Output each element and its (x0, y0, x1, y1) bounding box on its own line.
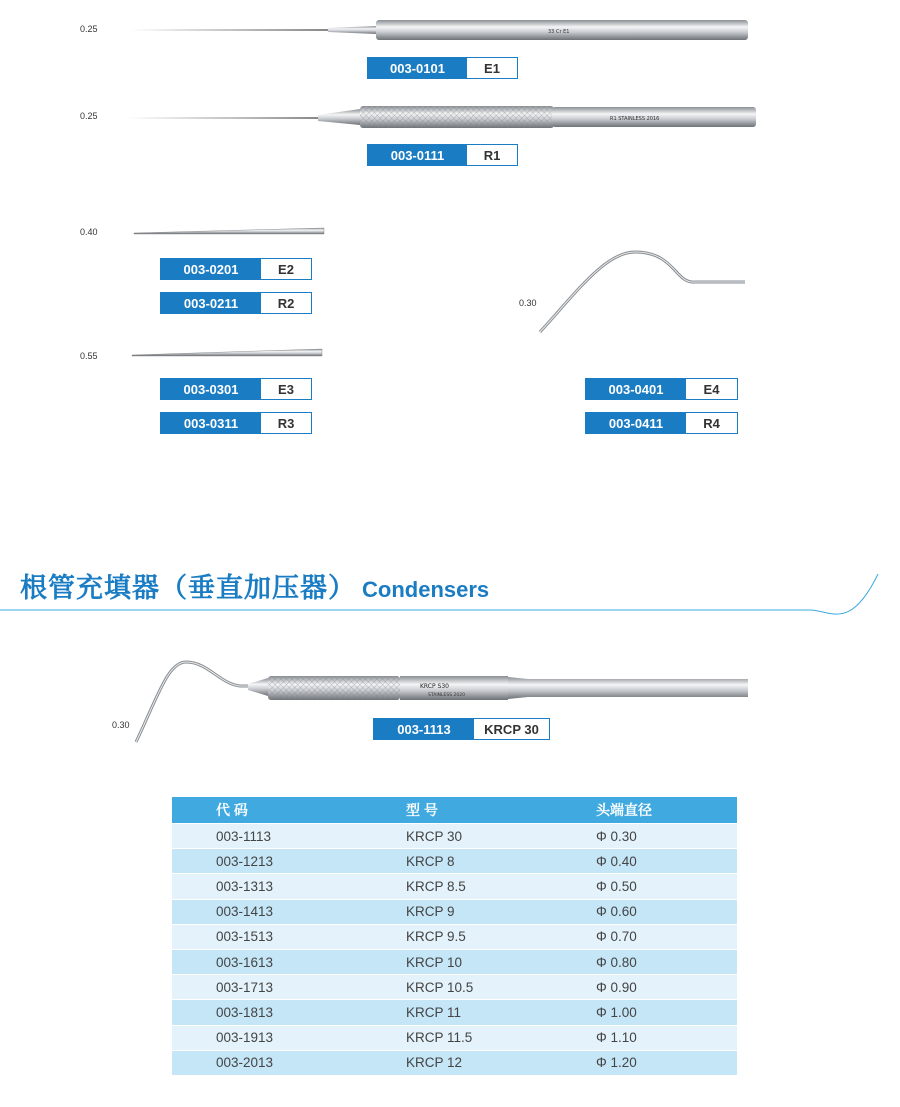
product-model: E3 (261, 379, 311, 399)
cell-model: KRCP 12 (406, 1050, 596, 1075)
column-header-code: 代 码 (172, 797, 406, 824)
condenser-spec-table (172, 797, 737, 1076)
svg-text:R1 STAINLESS 2016: R1 STAINLESS 2016 (610, 116, 660, 122)
svg-text:KRCP S30: KRCP S30 (420, 683, 449, 690)
explorer-e1-image (128, 14, 758, 44)
product-code: 003-0311 (161, 413, 261, 433)
product-code-tag (160, 412, 312, 434)
tip-diameter-label: 0.30 (519, 298, 537, 308)
product-model: E4 (686, 379, 737, 399)
product-code: 003-0401 (586, 379, 686, 399)
cell-code: 003-1113 (172, 824, 406, 849)
cell-model: KRCP 30 (406, 824, 596, 849)
cell-model: KRCP 10.5 (406, 975, 596, 1000)
cell-diameter: Φ 0.60 (596, 899, 737, 924)
product-code-tag (160, 258, 312, 280)
cell-diameter: Φ 0.80 (596, 949, 737, 974)
product-code: 003-0111 (368, 145, 467, 165)
column-header-tip-diameter: 头端直径 (596, 797, 737, 824)
cell-diameter: Φ 1.20 (596, 1050, 737, 1075)
product-code-tag (585, 412, 738, 434)
cell-diameter: Φ 0.70 (596, 924, 737, 949)
explorer-r1-image (120, 101, 760, 131)
cell-model: KRCP 11.5 (406, 1025, 596, 1050)
table-row (172, 849, 737, 874)
product-model: R4 (686, 413, 737, 433)
cell-model: KRCP 9 (406, 899, 596, 924)
cell-model: KRCP 11 (406, 1000, 596, 1025)
section-title-en: Condensers (362, 577, 490, 602)
cell-diameter: Φ 0.50 (596, 874, 737, 899)
product-code-tag (367, 57, 518, 79)
table-row (172, 924, 737, 949)
tip-diameter-label: 0.30 (112, 720, 130, 730)
product-code-tag (160, 292, 312, 314)
cell-model: KRCP 10 (406, 949, 596, 974)
cell-code: 003-1213 (172, 849, 406, 874)
product-code: 003-0301 (161, 379, 261, 399)
product-model: R3 (261, 413, 311, 433)
cell-code: 003-2013 (172, 1050, 406, 1075)
product-code: 003-0201 (161, 259, 261, 279)
table-row (172, 949, 737, 974)
product-model: R1 (467, 145, 517, 165)
table-row (172, 824, 737, 849)
product-code-tag (373, 718, 550, 740)
table-header-row (172, 797, 737, 824)
table-row (172, 975, 737, 1000)
tip-diameter-label: 0.25 (80, 111, 98, 121)
product-model: E2 (261, 259, 311, 279)
column-header-model: 型 号 (406, 797, 596, 824)
cell-code: 003-1413 (172, 899, 406, 924)
product-code: 003-0411 (586, 413, 686, 433)
product-model: E1 (467, 58, 517, 78)
table-row (172, 1025, 737, 1050)
cell-diameter: Φ 1.10 (596, 1025, 737, 1050)
svg-text:33 Cr E1: 33 Cr E1 (548, 29, 570, 35)
product-code: 003-1113 (374, 719, 474, 739)
product-code-tag (160, 378, 312, 400)
product-code-tag (585, 378, 738, 400)
cell-diameter: Φ 0.90 (596, 975, 737, 1000)
cell-model: KRCP 8 (406, 849, 596, 874)
cell-code: 003-1713 (172, 975, 406, 1000)
cell-diameter: Φ 0.40 (596, 849, 737, 874)
tip-diameter-label: 0.25 (80, 24, 98, 34)
cell-code: 003-1813 (172, 1000, 406, 1025)
cell-diameter: Φ 1.00 (596, 1000, 737, 1025)
product-code: 003-0211 (161, 293, 261, 313)
cell-model: KRCP 9.5 (406, 924, 596, 949)
curved-tip-e4-image (535, 244, 750, 338)
tip-e2-image (132, 224, 327, 238)
cell-diameter: Φ 0.30 (596, 824, 737, 849)
product-code-tag (367, 144, 518, 166)
cell-model: KRCP 8.5 (406, 874, 596, 899)
cell-code: 003-1313 (172, 874, 406, 899)
tip-diameter-label: 0.55 (80, 351, 98, 361)
section-divider-line (0, 572, 900, 632)
table-row (172, 1000, 737, 1025)
tip-diameter-label: 0.40 (80, 227, 98, 237)
cell-code: 003-1513 (172, 924, 406, 949)
svg-text:STAINLESS 2020: STAINLESS 2020 (428, 693, 465, 698)
cell-code: 003-1613 (172, 949, 406, 974)
table-row (172, 899, 737, 924)
product-code: 003-0101 (368, 58, 467, 78)
section-title-zh: 根管充填器（垂直加压器） (20, 573, 356, 604)
cell-code: 003-1913 (172, 1025, 406, 1050)
product-model: R2 (261, 293, 311, 313)
table-row (172, 874, 737, 899)
product-model: KRCP 30 (474, 719, 549, 739)
table-row (172, 1050, 737, 1075)
tip-e3-image (130, 346, 325, 360)
